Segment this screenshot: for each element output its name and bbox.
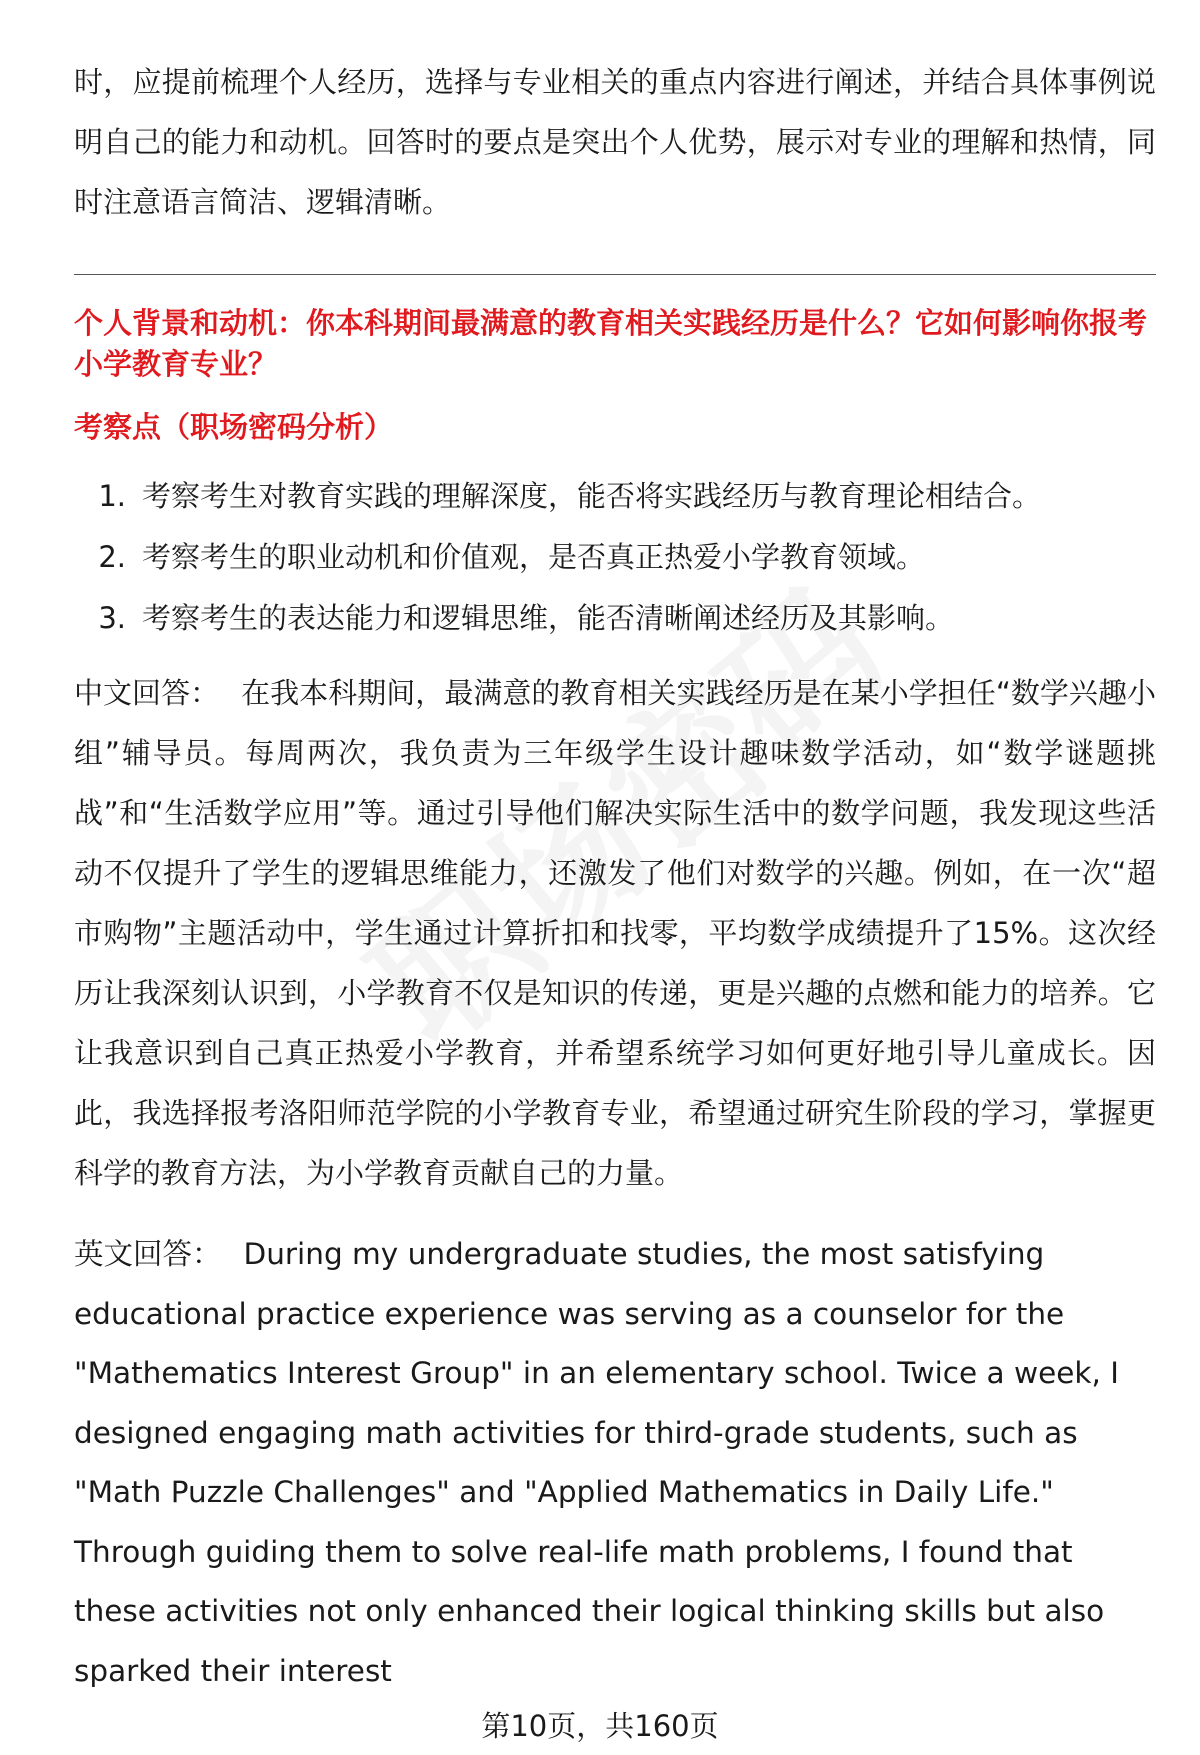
page-number: 第10页，共160页 (481, 1709, 719, 1743)
assessment-points-list (74, 466, 1156, 649)
intro-paragraph: 时，应提前梳理个人经历，选择与专业相关的重点内容进行阐述，并结合具体事例说明自己的能力和动机。回答时的要点是突出个人优势，展示对专业的理解和热情，同时注意语言简洁、逻辑清晰。 (74, 65, 1156, 219)
list-item-text: 考察考生对教育实践的理解深度，能否将实践经历与教育理论相结合。 (142, 479, 1042, 513)
english-answer (74, 1225, 1156, 1701)
section-divider (74, 274, 1156, 275)
list-item (74, 588, 1156, 649)
chinese-answer-text: 在我本科期间，最满意的教育相关实践经历是在某小学担任“数学兴趣小组”辅导员。每周两次，我负责为三年级学生设计趣味数学活动，如“数学谜题挑战”和“生活数学应用”等。通过引导他们解决实际生活中的数学问题，我发现这些活动不仅提升了学生的逻辑思维能力，还激发了他们对数学的兴趣。例如，在一次“超市购物”主题活动中，学生通过计算折扣和找零，平均数学成绩提升了15%。这次经历让我深刻认识到，小学教育不仅是知识的传递，更是兴趣的点燃和能力的培养。它让我意识到自己真正热爱小学教育，并希望系统学习如何更好地引导儿童成长。因此，我选择报考洛阳师范学院的小学教育专业，希望通过研究生阶段的学习，掌握更科学的教育方法，为小学教育贡献自己的力量。 (74, 676, 1156, 1190)
list-item-number: 1. (98, 479, 126, 513)
list-item (74, 527, 1156, 588)
list-item-number: 2. (98, 540, 126, 574)
question-title: 个人背景和动机：你本科期间最满意的教育相关实践经历是什么？它如何影响你报考小学教育专业？ (74, 306, 1148, 381)
chinese-answer (74, 663, 1156, 1203)
points-heading: 考察点（职场密码分析） (74, 410, 394, 444)
chinese-answer-label: 中文回答： (74, 676, 220, 710)
english-answer-text: During my undergraduate studies, the most satisfying educational practice experience was serving as a counselor for the "Mathematics Interest Group" in an elementary school. Twice a week, I designed engaging math activities for third-grade students, such as "Math Puzzle Challenges" and "Applied Mathematics in Daily Life." Through guiding them to solve real-life math problems, I found that these activities not only enhanced their logical thinking skills but also sparked their interest (74, 1237, 1119, 1688)
english-answer-label: 英文回答： (74, 1237, 222, 1271)
list-item-number: 3. (98, 601, 126, 635)
list-item-text: 考察考生的职业动机和价值观，是否真正热爱小学教育领域。 (142, 540, 926, 574)
document-page (74, 52, 1156, 1701)
list-item-text: 考察考生的表达能力和逻辑思维，能否清晰阐述经历及其影响。 (142, 601, 955, 635)
list-item (74, 466, 1156, 527)
